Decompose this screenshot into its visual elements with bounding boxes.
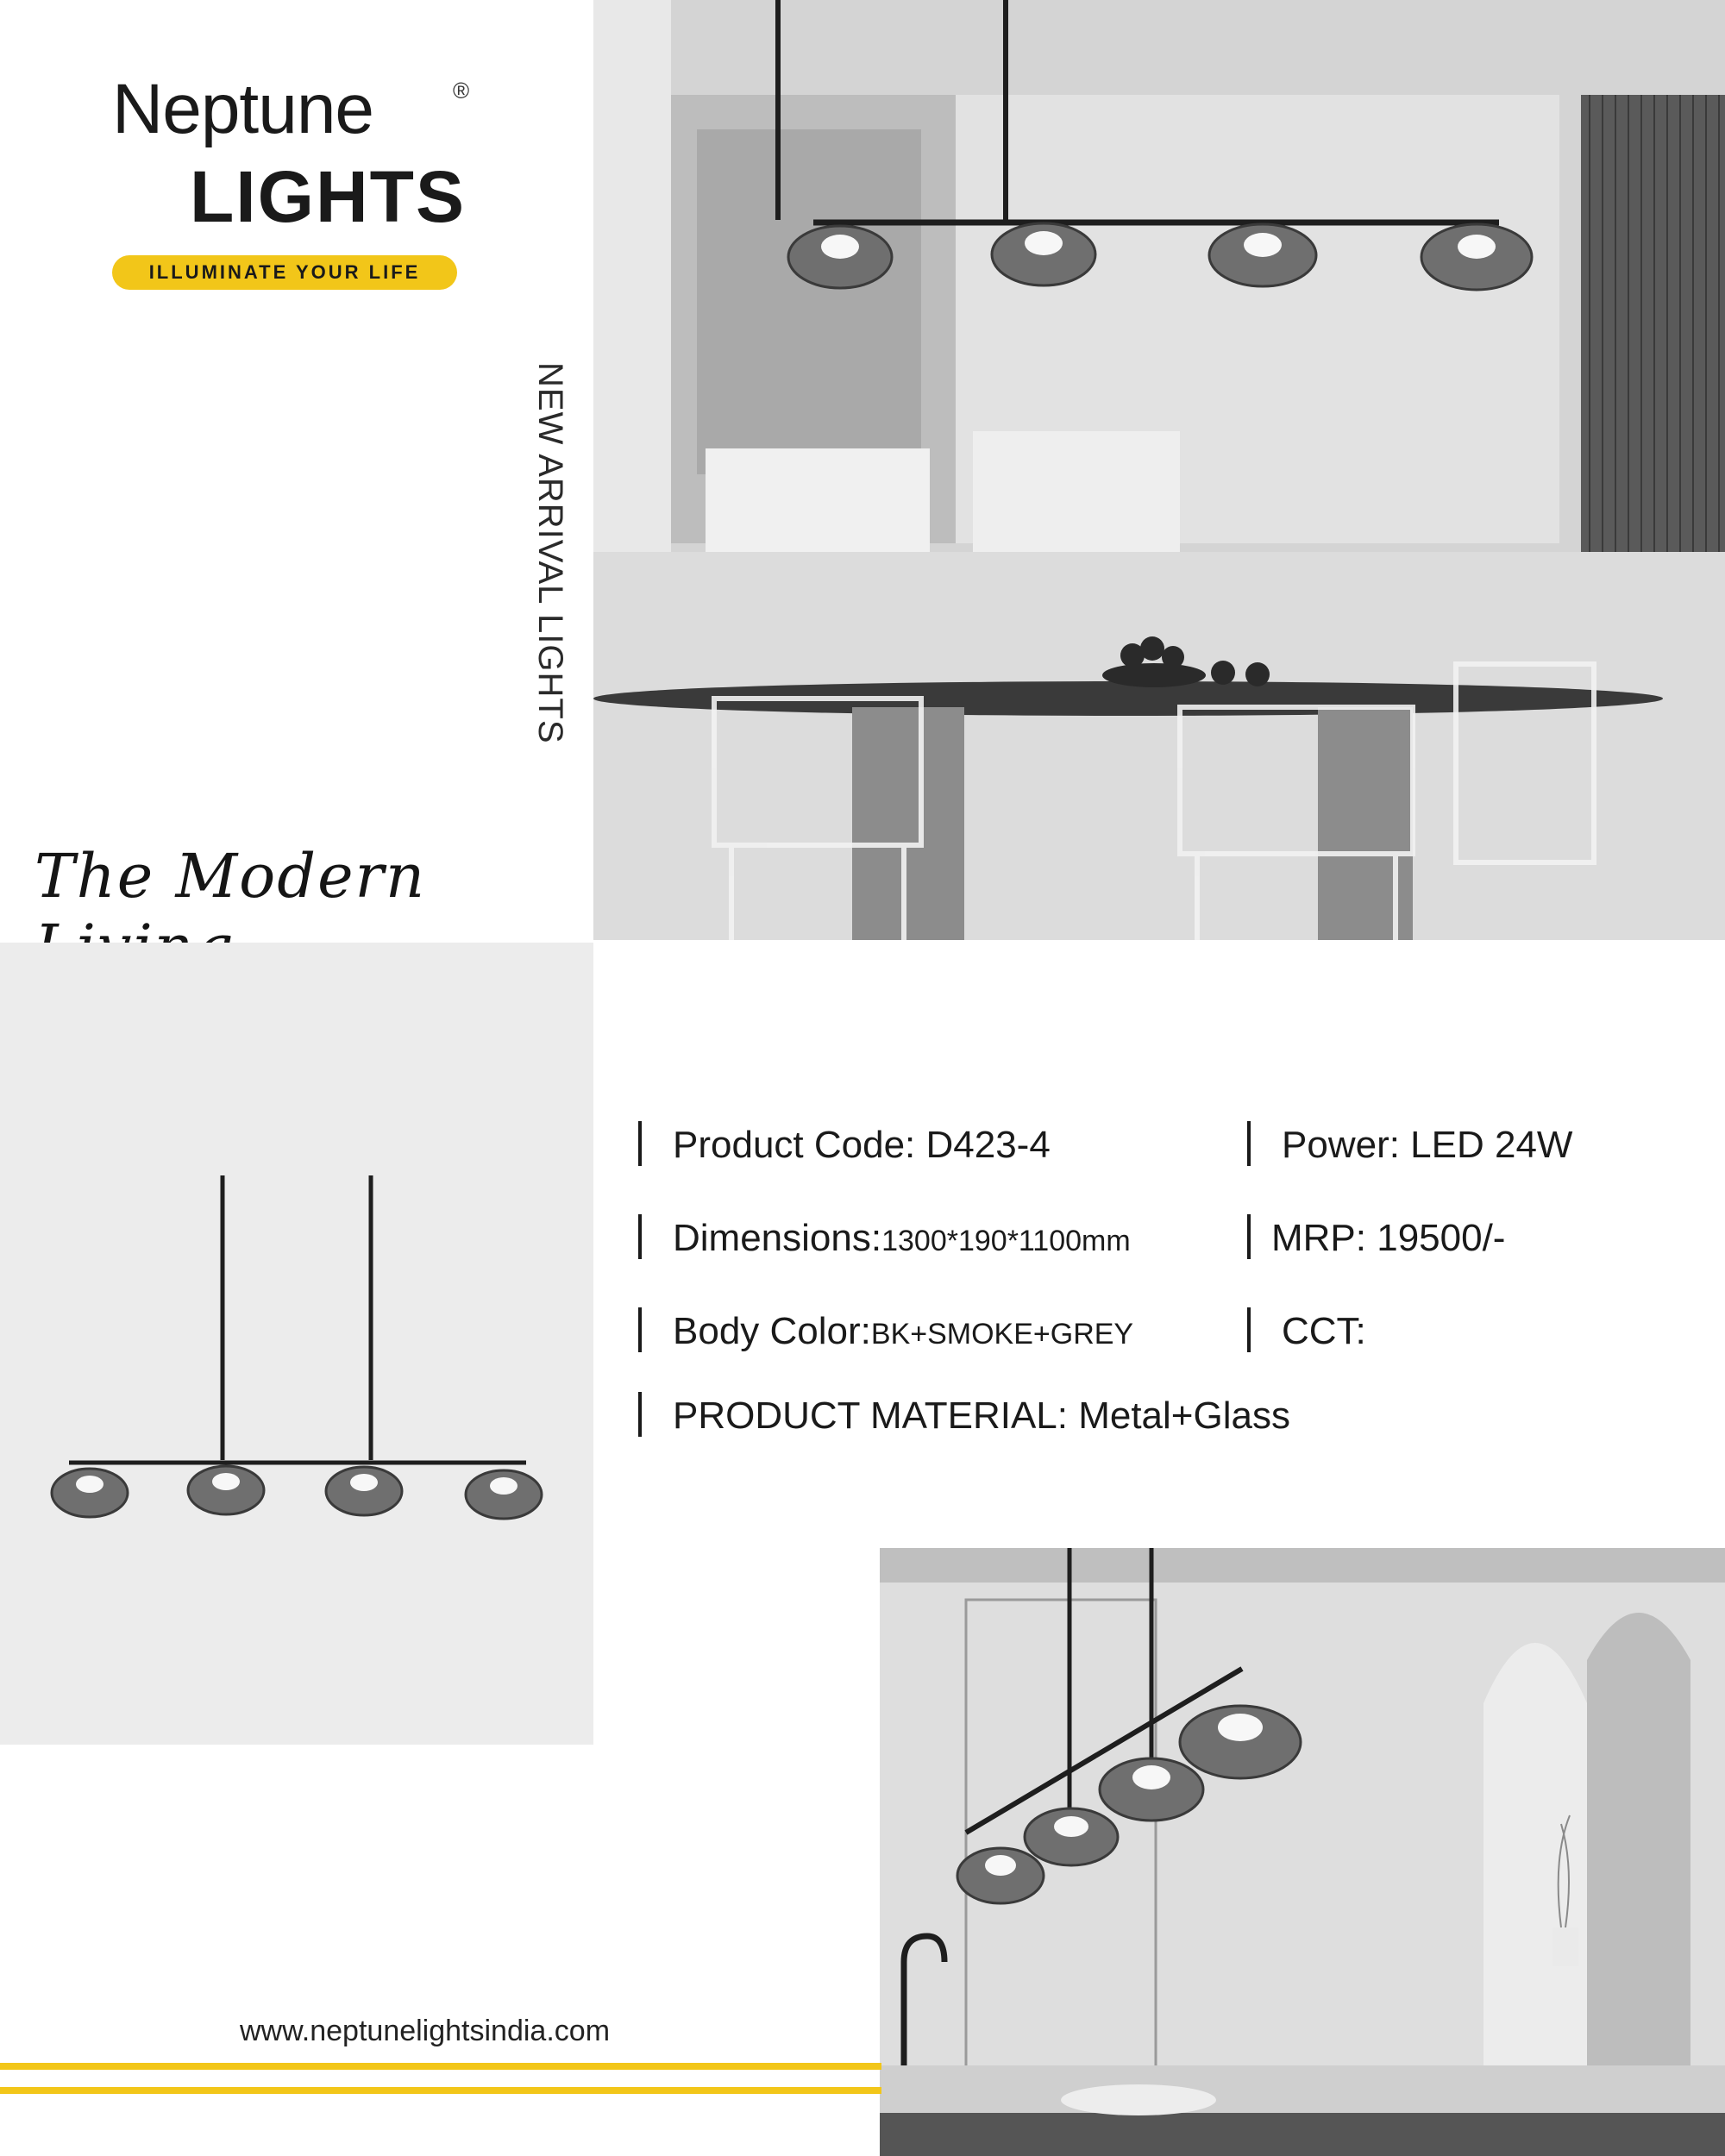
spec-cct: CCT: bbox=[1247, 1307, 1366, 1353]
spec-divider bbox=[1247, 1214, 1251, 1259]
spec-divider bbox=[638, 1214, 642, 1259]
spec-material: PRODUCT MATERIAL: Metal+Glass bbox=[638, 1392, 1290, 1438]
logo-wordmark-lights: LIGHTS bbox=[190, 156, 466, 237]
brand-logo bbox=[112, 60, 474, 293]
logo-tagline: ILLUMINATE YOUR LIFE bbox=[112, 255, 457, 290]
spec-divider bbox=[1247, 1307, 1251, 1352]
spec-mrp: MRP: 19500/- bbox=[1247, 1214, 1505, 1260]
spec-dimensions: Dimensions:1300*190*1100mm bbox=[638, 1214, 1131, 1260]
footer-accent-line bbox=[0, 2087, 881, 2094]
vertical-heading: NEW ARRIVAL LIGHTS bbox=[531, 362, 569, 744]
spec-divider bbox=[638, 1392, 642, 1437]
product-photo bbox=[0, 943, 593, 1745]
spec-divider bbox=[638, 1307, 642, 1352]
spec-power: Power: LED 24W bbox=[1247, 1121, 1572, 1167]
website-link[interactable]: www.neptunelightsindia.com bbox=[240, 2015, 611, 2047]
spec-product-code: Product Code: D423-4 bbox=[638, 1121, 1051, 1167]
kitchen-photo bbox=[880, 1548, 1725, 2156]
spec-divider bbox=[1247, 1121, 1251, 1166]
dining-room-photo bbox=[593, 0, 1725, 940]
spec-body-color: Body Color:BK+SMOKE+GREY bbox=[638, 1307, 1133, 1353]
logo-wordmark-neptune: Neptune bbox=[112, 70, 374, 148]
footer-accent-line bbox=[0, 2063, 881, 2070]
script-tagline: The Modern bbox=[34, 841, 427, 912]
spec-divider bbox=[638, 1121, 642, 1166]
registered-mark: ® bbox=[453, 78, 470, 103]
product-specs bbox=[638, 1121, 1708, 1466]
